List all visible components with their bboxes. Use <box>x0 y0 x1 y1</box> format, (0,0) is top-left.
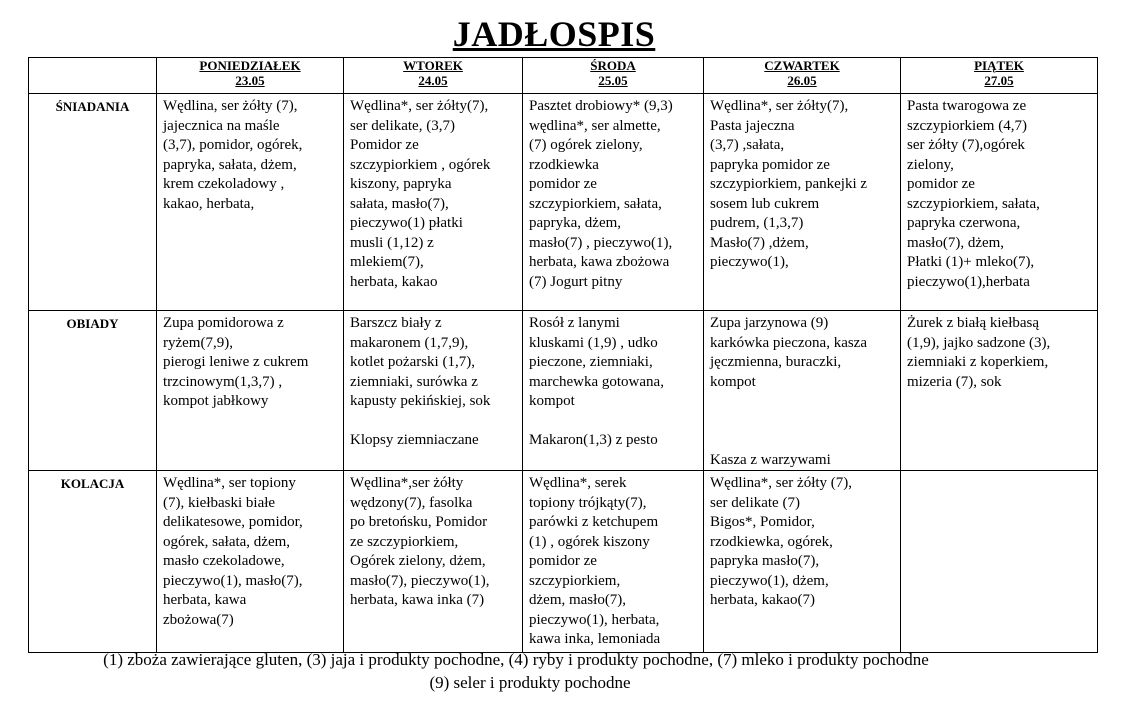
day-header <box>157 58 344 94</box>
menu-table <box>28 57 1098 653</box>
breakfast-row <box>29 94 1098 311</box>
menu-cell: Wędlina*, serek topiony trójkąty(7), parówki z ketchupem (1) , ogórek kiszony pomidor ze szczypiorkiem, dżem, masło(7), pieczywo(1), herbata, kawa inka, lemoniada <box>523 471 704 653</box>
menu-cell: Wędlina, ser żółty (7), jajecznica na maśle (3,7), pomidor, ogórek, papryka, sałata, dżem, krem czekoladowy , kakao, herbata, <box>157 94 344 311</box>
day-name: WTOREK <box>403 58 463 73</box>
meal-label: ŚNIADANIA <box>29 94 157 311</box>
day-header <box>901 58 1098 94</box>
menu-cell: Zupa pomidorowa z ryżem(7,9), pierogi leniwe z cukrem trzcinowym(1,3,7) , kompot jabłkowy <box>157 311 344 471</box>
day-date: 26.05 <box>787 73 817 88</box>
corner-cell <box>29 58 157 94</box>
allergen-footnote: (1) zboża zawierające gluten, (3) jaja i produkty pochodne, (4) ryby i produkty pochodne, (7) mleko i produkty pochodne <box>103 650 929 669</box>
meal-label: OBIADY <box>29 311 157 471</box>
allergen-footnote: (9) seler i produkty pochodne <box>429 673 631 692</box>
day-date: 24.05 <box>418 73 448 88</box>
day-name: PONIEDZIAŁEK <box>199 58 301 73</box>
day-date: 27.05 <box>984 73 1014 88</box>
menu-cell: Wędlina*, ser żółty(7), ser delikate, (3,7) Pomidor ze szczypiorkiem , ogórek kiszony, papryka sałata, masło(7), pieczywo(1) płatki musli (1,12) z mlekiem(7), herbata, kakao <box>344 94 523 311</box>
day-name: CZWARTEK <box>764 58 840 73</box>
menu-cell: Wędlina*,ser żółty wędzony(7), fasolka po bretońsku, Pomidor ze szczypiorkiem, Ogórek zielony, dżem, masło(7), pieczywo(1), herbata, kawa inka (7) <box>344 471 523 653</box>
dinner-row <box>29 471 1098 653</box>
menu-cell: Barszcz biały z makaronem (1,7,9), kotlet pożarski (1,7), ziemniaki, surówka z kapusty pekińskiej, sok Klopsy ziemniaczane <box>344 311 523 471</box>
menu-cell: Pasztet drobiowy* (9,3) wędlina*, ser almette, (7) ogórek zielony, rzodkiewka pomidor ze szczypiorkiem, sałata, papryka, dżem, masło(7) , pieczywo(1), herbata, kawa zbożowa (7) Jogurt pitny <box>523 94 704 311</box>
day-date: 23.05 <box>235 73 265 88</box>
menu-cell: Wędlina*, ser topiony (7), kiełbaski białe delikatesowe, pomidor, ogórek, sałata, dżem, masło czekoladowe, pieczywo(1), masło(7), herbata, kawa zbożowa(7) <box>157 471 344 653</box>
day-date: 25.05 <box>598 73 628 88</box>
menu-cell: Rosół z lanymi kluskami (1,9) , udko pieczone, ziemniaki, marchewka gotowana, kompot Makaron(1,3) z pesto <box>523 311 704 471</box>
day-header <box>344 58 523 94</box>
menu-cell: Wędlina*, ser żółty(7), Pasta jajeczna (3,7) ,sałata, papryka pomidor ze szczypiorkiem, pankejki z sosem lub cukrem pudrem, (1,3,7) Masło(7) ,dżem, pieczywo(1), <box>704 94 901 311</box>
menu-cell: Pasta twarogowa ze szczypiorkiem (4,7) ser żółty (7),ogórek zielony, pomidor ze szczypiorkiem, sałata, papryka czerwona, masło(7), dżem, Płatki (1)+ mleko(7), pieczywo(1),herbata <box>901 94 1098 311</box>
day-name: PIĄTEK <box>974 58 1024 73</box>
meal-label: KOLACJA <box>29 471 157 653</box>
menu-cell: Wędlina*, ser żółty (7), ser delikate (7) Bigos*, Pomidor, rzodkiewka, ogórek, papryka masło(7), pieczywo(1), dżem, herbata, kakao(7) <box>704 471 901 653</box>
menu-cell <box>901 471 1098 653</box>
header-row <box>29 58 1098 94</box>
page-title: JADŁOSPIS <box>452 14 656 54</box>
menu-cell: Żurek z białą kiełbasą (1,9), jajko sadzone (3), ziemniaki z koperkiem, mizeria (7), sok <box>901 311 1098 471</box>
day-header <box>523 58 704 94</box>
menu-cell: Zupa jarzynowa (9) karkówka pieczona, kasza jęczmienna, buraczki, kompot Kasza z warzywami <box>704 311 901 471</box>
day-header <box>704 58 901 94</box>
day-name: ŚRODA <box>590 58 636 73</box>
lunch-row <box>29 311 1098 471</box>
